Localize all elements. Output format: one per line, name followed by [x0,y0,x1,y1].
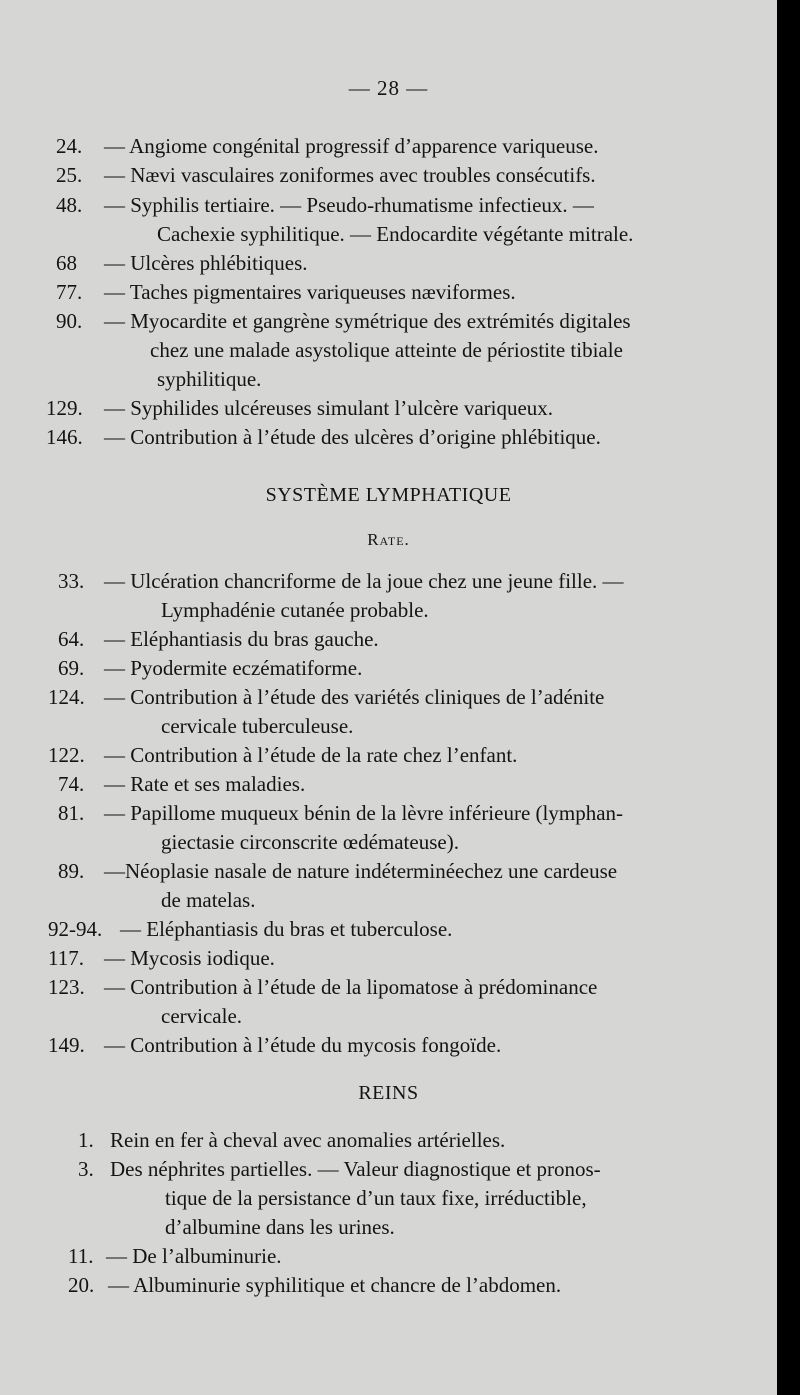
list-item [58,567,624,596]
entry-text: — Albuminurie syphilitique et chancre de l’abdomen. [108,1273,562,1297]
entry-text: — Ulcères phlébitiques. [104,251,308,275]
list-item [68,1242,282,1271]
list-item [58,654,362,683]
entry-number: 77. [56,280,83,304]
list-item [48,741,517,770]
entry-continuation: d’albumine dans les urines. [165,1215,395,1239]
list-item [56,132,599,161]
entry-number: 122. [48,743,85,767]
entry-number: 68 [56,251,77,275]
entry-number: 25. [56,163,83,187]
entry-text: — Nævi vasculaires zoniformes avec troubles consécutifs. [104,163,596,187]
entry-text: —Néoplasie nasale de nature indéterminéechez une cardeuse [104,859,618,883]
section-heading: SYSTÈME LYMPHATIQUE [265,484,512,506]
list-item [68,1271,561,1300]
entry-number: 48. [56,193,83,217]
entry-text: — Ulcération chancriforme de la joue chez une jeune fille. — [104,569,624,593]
entry-number: 11. [68,1244,94,1268]
entry-number: 1. [78,1128,94,1152]
entry-continuation: tique de la persistance d’un taux fixe, irréductible, [165,1186,587,1210]
entry-number: 90. [56,309,83,333]
entry-text: — Taches pigmentaires variqueuses næviformes. [104,280,516,304]
section-heading: REINS [358,1082,419,1104]
list-item [58,770,305,799]
entry-continuation: cervicale tuberculeuse. [161,714,354,738]
entry-number: 74. [58,772,85,796]
entry-number: 69. [58,656,85,680]
entry-text: — Pyodermite eczématiforme. [104,656,363,680]
entry-number: 64. [58,627,85,651]
entry-text: — Contribution à l’étude de la rate chez l’enfant. [104,743,518,767]
entry-continuation: chez une malade asystolique atteinte de périostite tibiale [150,338,623,362]
entry-number: 117. [48,946,84,970]
entry-number: 3. [78,1157,94,1181]
entry-number: 92-94. [48,917,103,941]
list-item [48,915,452,944]
entry-number: 89. [58,859,85,883]
entry-text: — Eléphantiasis du bras et tuberculose. [120,917,453,941]
list-item [48,1031,501,1060]
list-item [48,944,275,973]
entry-text: Des néphrites partielles. — Valeur diagnostique et pronos- [110,1157,601,1181]
list-item [46,423,601,452]
entry-number: 129. [46,396,83,420]
entry-number: 149. [48,1033,85,1057]
entry-text: — Contribution à l’étude des variétés cliniques de l’adénite [104,685,605,709]
entry-number: 20. [68,1273,95,1297]
list-item [48,683,604,712]
list-item [56,161,596,190]
list-item [56,278,516,307]
entry-text: — Contribution à l’étude des ulcères d’origine phlébitique. [104,425,601,449]
entry-text: — Contribution à l’étude de la lipomatose à prédominance [104,975,598,999]
entry-text: Rein en fer à cheval avec anomalies artérielles. [110,1128,506,1152]
entry-text: — Syphilides ulcéreuses simulant l’ulcère variqueux. [104,396,554,420]
list-item [78,1155,601,1184]
entry-text: — Contribution à l’étude du mycosis fongoïde. [104,1033,502,1057]
list-item [56,191,594,220]
list-item [46,394,553,423]
entry-number: 123. [48,975,85,999]
list-item [78,1126,505,1155]
entry-continuation: de matelas. [161,888,256,912]
list-item [58,857,617,886]
entry-text: — De l’albuminurie. [106,1244,282,1268]
entry-continuation: Lymphadénie cutanée probable. [161,598,429,622]
entry-number: 124. [48,685,85,709]
section-subheading: Rate. [367,530,410,549]
entry-number: 81. [58,801,85,825]
entry-continuation: giectasie circonscrite œdémateuse). [161,830,459,854]
entry-number: 146. [46,425,83,449]
entry-text: — Angiome congénital progressif d’apparence variqueuse. [104,134,599,158]
list-item [58,625,379,654]
entry-text: — Mycosis iodique. [104,946,275,970]
entry-text: — Papillome muqueux bénin de la lèvre inférieure (lymphan- [104,801,624,825]
entry-number: 33. [58,569,85,593]
list-item [48,973,597,1002]
list-item [58,799,623,828]
entry-continuation: cervicale. [161,1004,243,1028]
list-item [56,307,631,336]
entry-continuation: syphilitique. [157,367,262,391]
entry-text: — Rate et ses maladies. [104,772,306,796]
entry-text: — Syphilis tertiaire. — Pseudo-rhumatisme infectieux. — [104,193,594,217]
entry-text: — Myocardite et gangrène symétrique des extrémités digitales [104,309,631,333]
entry-text: — Eléphantiasis du bras gauche. [104,627,379,651]
list-item [56,249,308,278]
page-number: — 28 — [348,76,429,100]
entry-continuation: Cachexie syphilitique. — Endocardite végétante mitrale. [157,222,634,246]
entry-number: 24. [56,134,83,158]
